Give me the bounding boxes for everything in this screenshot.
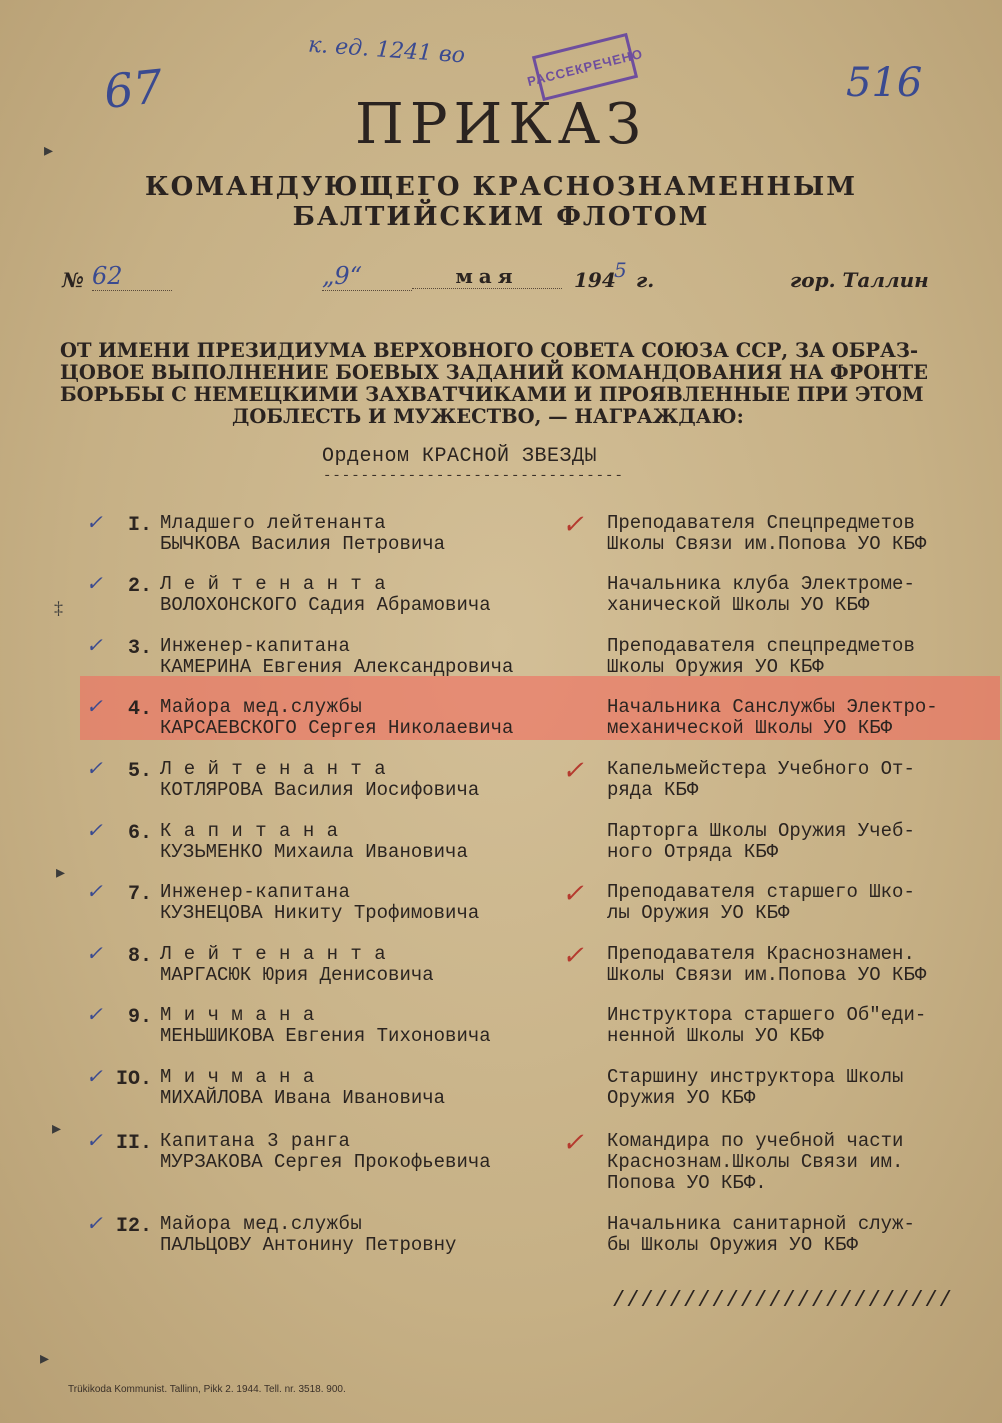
- award-order-name: Орденом КРАСНОЙ ЗВЕЗДЫ: [322, 445, 598, 468]
- entry-position-line: бы Школы Оружия УО КБФ: [607, 1234, 858, 1256]
- archive-number-handwritten: 67: [101, 59, 166, 119]
- preamble-line: ЦОВОЕ ВЫПОЛНЕНИЕ БОЕВЫХ ЗАДАНИЙ КОМАНДОВАНИЯ НА ФРОНТЕ: [60, 361, 929, 384]
- entry-name: МИХАЙЛОВА Ивана Ивановича: [160, 1087, 446, 1109]
- entry-check-mark: ✓: [86, 941, 103, 965]
- entry-check-mark: ✓: [86, 756, 103, 780]
- entry-number: II.: [115, 1132, 152, 1155]
- entry-position-line: ного Отряда КБФ: [607, 841, 779, 863]
- awardee-entry: [0, 692, 1002, 754]
- order-city: гор. Таллин: [790, 268, 929, 292]
- entry-check-mark: ✓: [86, 1211, 103, 1235]
- entry-check-mark: ✓: [86, 818, 103, 842]
- entry-check-mark: ✓: [86, 1002, 103, 1026]
- awardee-entry: [0, 1000, 1002, 1062]
- entry-check-mark: ✓: [86, 694, 103, 718]
- entry-position-line: Краснознам.Школы Связи им.: [607, 1151, 904, 1173]
- entry-check-mark: ✓: [86, 879, 103, 903]
- margin-mark-1: ▸: [44, 140, 54, 160]
- entry-rank: Л е й т е н а н т а: [160, 943, 387, 965]
- entry-position-line: механической Школы УО КБФ: [607, 717, 893, 739]
- preamble-line: ОТ ИМЕНИ ПРЕЗИДИУМА ВЕРХОВНОГО СОВЕТА СОЮЗА ССР, ЗА ОБРАЗ-: [60, 339, 919, 362]
- margin-mark-5: ▸: [40, 1348, 50, 1368]
- entry-number: 3.: [127, 637, 152, 660]
- awardee-entry: [0, 1062, 1002, 1124]
- awardee-entry: [0, 877, 1002, 939]
- printer-footer: Trükikoda Kommunist. Tallinn, Pikk 2. 1944. Tell. nr. 3518. 900.: [68, 1384, 346, 1395]
- entry-red-check-mark: ✓: [562, 510, 584, 540]
- entry-position-line: Капельмейстера Учебного От-: [607, 758, 915, 780]
- entry-rank: Майора мед.службы: [160, 1213, 363, 1235]
- awardee-entry: [0, 939, 1002, 1001]
- entry-position-line: Начальника клуба Электроме-: [607, 573, 915, 595]
- entry-rank: Майора мед.службы: [160, 696, 363, 718]
- entry-name: КОТЛЯРОВА Василия Иосифовича: [160, 779, 480, 801]
- entry-position-line: Школы Связи им.Попова УО КБФ: [607, 533, 927, 555]
- preamble-line: ДОБЛЕСТЬ И МУЖЕСТВО, — НАГРАЖДАЮ:: [232, 405, 744, 428]
- entry-check-mark: ✓: [86, 1064, 103, 1088]
- entry-name: КАМЕРИНА Евгения Александровича: [160, 656, 514, 678]
- order-month: мая: [412, 264, 562, 289]
- entry-position-line: лы Оружия УО КБФ: [607, 902, 790, 924]
- margin-mark-4: ▸: [52, 1118, 62, 1138]
- margin-mark-2: ‡: [54, 598, 63, 618]
- entry-position-line: ненной Школы УО КБФ: [607, 1025, 824, 1047]
- entry-rank: Инженер-капитана: [160, 635, 351, 657]
- entry-name: МЕНЬШИКОВА Евгения Тихоновича: [160, 1025, 491, 1047]
- awardee-entry: [0, 1209, 1002, 1271]
- entry-position-line: ряда КБФ: [607, 779, 699, 801]
- entry-check-mark: ✓: [86, 1128, 103, 1152]
- entry-position-line: Начальника санитарной служ-: [607, 1213, 915, 1235]
- entry-position-line: Преподавателя спецпредметов: [607, 635, 915, 657]
- entry-name: КУЗНЕЦОВА Никиту Трофимовича: [160, 902, 480, 924]
- entry-number: 5.: [127, 760, 152, 783]
- closing-line: ////////////////////////: [612, 1288, 953, 1313]
- order-number: 62: [92, 262, 172, 291]
- awardee-entry: [0, 508, 1002, 570]
- entry-name: МАРГАСЮК Юрия Денисовича: [160, 964, 434, 986]
- entry-name: КУЗЬМЕНКО Михаила Ивановича: [160, 841, 468, 863]
- entry-rank: Л е й т е н а н т а: [160, 573, 387, 595]
- document-subtitle-line1: КОМАНДУЮЩЕГО КРАСНОЗНАМЕННЫМ: [144, 172, 858, 202]
- entry-number: 7.: [127, 883, 152, 906]
- entry-name: ПАЛЬЦОВУ Антонину Петровну: [160, 1234, 457, 1256]
- entry-number: 4.: [127, 698, 152, 721]
- award-order-underline: --------------------------------: [323, 468, 624, 484]
- entry-position-line: Командира по учебной части: [607, 1130, 904, 1152]
- awardee-entry: [0, 569, 1002, 631]
- declassified-stamp: РАССЕКРЕЧЕНО: [532, 33, 638, 101]
- archive-reference-handwritten: к. ед. 1241 во: [307, 32, 466, 69]
- entry-number: 9.: [127, 1006, 152, 1029]
- order-year-printed: 194: [574, 268, 616, 292]
- entry-rank: К а п и т а н а: [160, 820, 339, 842]
- entry-number: I2.: [115, 1215, 152, 1238]
- entry-position-line: ханической Школы УО КБФ: [607, 594, 870, 616]
- awardee-entry: [0, 754, 1002, 816]
- entry-number: 2.: [127, 575, 152, 598]
- entry-position-line: Школы Связи им.Попова УО КБФ: [607, 964, 927, 986]
- entry-position-line: Преподавателя старшего Шко-: [607, 881, 915, 903]
- order-day: „9“: [322, 262, 412, 291]
- awardee-entry: [0, 1126, 1002, 1194]
- entry-number: 8.: [127, 945, 152, 968]
- entry-name: ВОЛОХОНСКОГО Садия Абрамовича: [160, 594, 491, 616]
- entry-position-line: Преподавателя Краснознамен.: [607, 943, 915, 965]
- entry-name: МУРЗАКОВА Сергея Прокофьевича: [160, 1151, 491, 1173]
- entry-position-line: Инструктора старшего Об"еди-: [607, 1004, 927, 1026]
- entry-position-line: Парторга Школы Оружия Учеб-: [607, 820, 915, 842]
- entry-position-line: Попова УО КБФ.: [607, 1172, 767, 1194]
- entry-rank: Капитана 3 ранга: [160, 1130, 351, 1152]
- entry-name: БЫЧКОВА Василия Петровича: [160, 533, 446, 555]
- entry-position-line: Школы Оружия УО КБФ: [607, 656, 824, 678]
- entry-rank: Младшего лейтенанта: [160, 512, 387, 534]
- entry-number: IO.: [115, 1068, 152, 1091]
- entry-position-line: Преподавателя Спецпредметов: [607, 512, 915, 534]
- document-title: ПРИКАЗ: [355, 92, 647, 157]
- entry-red-check-mark: ✓: [562, 879, 584, 909]
- entry-rank: Инженер-капитана: [160, 881, 351, 903]
- margin-mark-3: ▸: [56, 862, 66, 882]
- entry-red-check-mark: ✓: [562, 1128, 584, 1158]
- entry-rank: М и ч м а н а: [160, 1004, 315, 1026]
- document-subtitle-line2: БАЛТИЙСКИМ ФЛОТОМ: [292, 202, 710, 232]
- entry-position-line: Оружия УО КБФ: [607, 1087, 756, 1109]
- order-number-prefix: №: [62, 268, 84, 292]
- entry-rank: М и ч м а н а: [160, 1066, 315, 1088]
- preamble-line: БОРЬБЫ С НЕМЕЦКИМИ ЗАХВАТЧИКАМИ И ПРОЯВЛЕННЫЕ ПРИ ЭТОМ: [60, 383, 924, 406]
- entry-check-mark: ✓: [86, 571, 103, 595]
- entry-number: 6.: [127, 822, 152, 845]
- entry-rank: Л е й т е н а н т а: [160, 758, 387, 780]
- order-year-handwritten: 5: [614, 258, 627, 282]
- entry-check-mark: ✓: [86, 633, 103, 657]
- awardee-entry: [0, 631, 1002, 693]
- entry-position-line: Начальника Санслужбы Электро-: [607, 696, 938, 718]
- award-preamble: [60, 340, 930, 428]
- entry-number: I.: [127, 514, 152, 537]
- entry-position-line: Старшину инструктора Школы: [607, 1066, 904, 1088]
- page-number-handwritten: 516: [846, 60, 923, 106]
- entry-red-check-mark: ✓: [562, 756, 584, 786]
- order-year-suffix: г.: [636, 268, 655, 292]
- entry-name: КАРСАЕВСКОГО Сергея Николаевича: [160, 717, 514, 739]
- entry-check-mark: ✓: [86, 510, 103, 534]
- awardee-entry: [0, 816, 1002, 878]
- entry-red-check-mark: ✓: [562, 941, 584, 971]
